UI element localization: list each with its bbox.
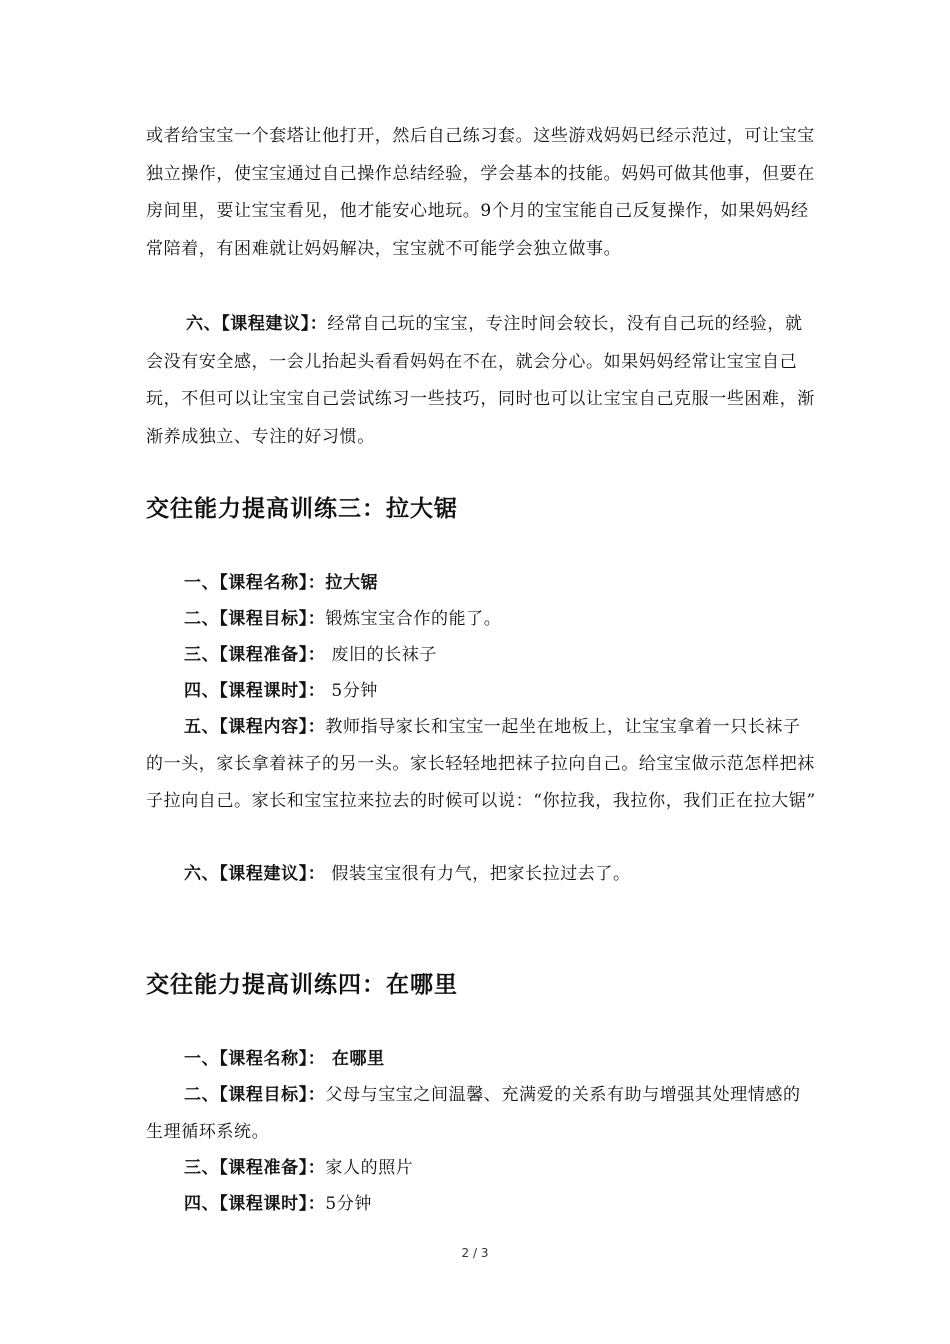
section4-name-label: 一、【课程名称】：: [184, 1049, 326, 1069]
section3-content-label: 五、【课程内容】：: [184, 717, 326, 737]
section3-title: 交往能力提高训练三：拉大锯: [146, 496, 458, 522]
section4-time-value: 5分钟: [325, 1194, 373, 1214]
section3-advice-label: 六、【课程建议】：: [184, 864, 326, 884]
section3-content-value: 教师指导家长和宝宝一起坐在地板上，让宝宝拿着一只长袜子的一头，家长拿着袜子的另一头。家长轻轻地把袜子拉向自己。给宝宝做示范怎样把袜子拉向自己。家长和宝宝拉来拉去的时候可以说：“你拉我，我拉你，我们正在拉大锯”: [146, 717, 816, 811]
section3-goal-label: 二、【课程目标】：: [184, 609, 326, 629]
section3-advice-row: [184, 856, 816, 894]
section3-time-row: [184, 673, 816, 711]
section3-prep-label: 三、【课程准备】：: [184, 645, 326, 665]
top-advice-paragraph: [146, 306, 816, 456]
section3-name-value: 拉大锯: [325, 573, 379, 593]
page-number: 2 / 3: [461, 1246, 489, 1260]
paragraph-continuation: 或者给宝宝一个套塔让他打开，然后自己练习套。这些游戏妈妈已经示范过，可让宝宝独立操作，使宝宝通过自己操作总结经验，学会基本的技能。妈妈可做其他事，但要在房间里，要让宝宝看见，他才能安心地玩。9个月的宝宝能自己反复操作，如果妈妈经常陪着，有困难就让妈妈解决，宝宝就不可能学会独立做事。: [146, 126, 815, 259]
section3-goal-row: [184, 601, 816, 639]
section4-time-label: 四、【课程课时】：: [184, 1194, 326, 1214]
section3-name-label: 一、【课程名称】：: [184, 573, 326, 593]
section3-prep-value: 废旧的长袜子: [325, 645, 438, 665]
section4-title: 交往能力提高训练四：在哪里: [146, 972, 458, 998]
section4-name-row: [184, 1041, 816, 1079]
section3-advice-value: 假装宝宝很有力气，把家长拉过去了。: [325, 864, 631, 884]
section4-goal-value: 父母与宝宝之间温馨、充满爱的关系有助与增强其处理情感的生理循环系统。: [146, 1085, 801, 1142]
section3-prep-row: [184, 637, 816, 675]
section4-goal-paragraph: [146, 1077, 818, 1151]
top-advice-text: 经常自己玩的宝宝，专注时间会较长，没有自己玩的经验，就会没有安全感，一会儿抬起头看看妈妈在不在，就会分心。如果妈妈经常让宝宝自己玩，不但可以让宝宝自己尝试练习一些技巧，同时也可以让宝宝自己克服一些困难，渐渐养成独立、专注的好习惯。: [146, 314, 815, 447]
section4-name-value: 在哪里: [325, 1049, 385, 1069]
section4-prep-label: 三、【课程准备】：: [184, 1158, 326, 1178]
section3-content-paragraph: [146, 709, 818, 820]
section3-time-label: 四、【课程课时】：: [184, 681, 326, 701]
section3-goal-value: 锻炼宝宝合作的能了。: [325, 609, 502, 629]
top-advice-label: 六、【课程建议】：: [186, 314, 328, 334]
section4-prep-row: [184, 1150, 816, 1188]
section4-time-row: [184, 1186, 816, 1224]
section3-time-value: 5分钟: [325, 681, 379, 701]
section4-prep-value: 家人的照片: [325, 1158, 414, 1178]
section3-name-row: [184, 565, 816, 603]
section4-goal-label: 二、【课程目标】：: [184, 1085, 326, 1105]
